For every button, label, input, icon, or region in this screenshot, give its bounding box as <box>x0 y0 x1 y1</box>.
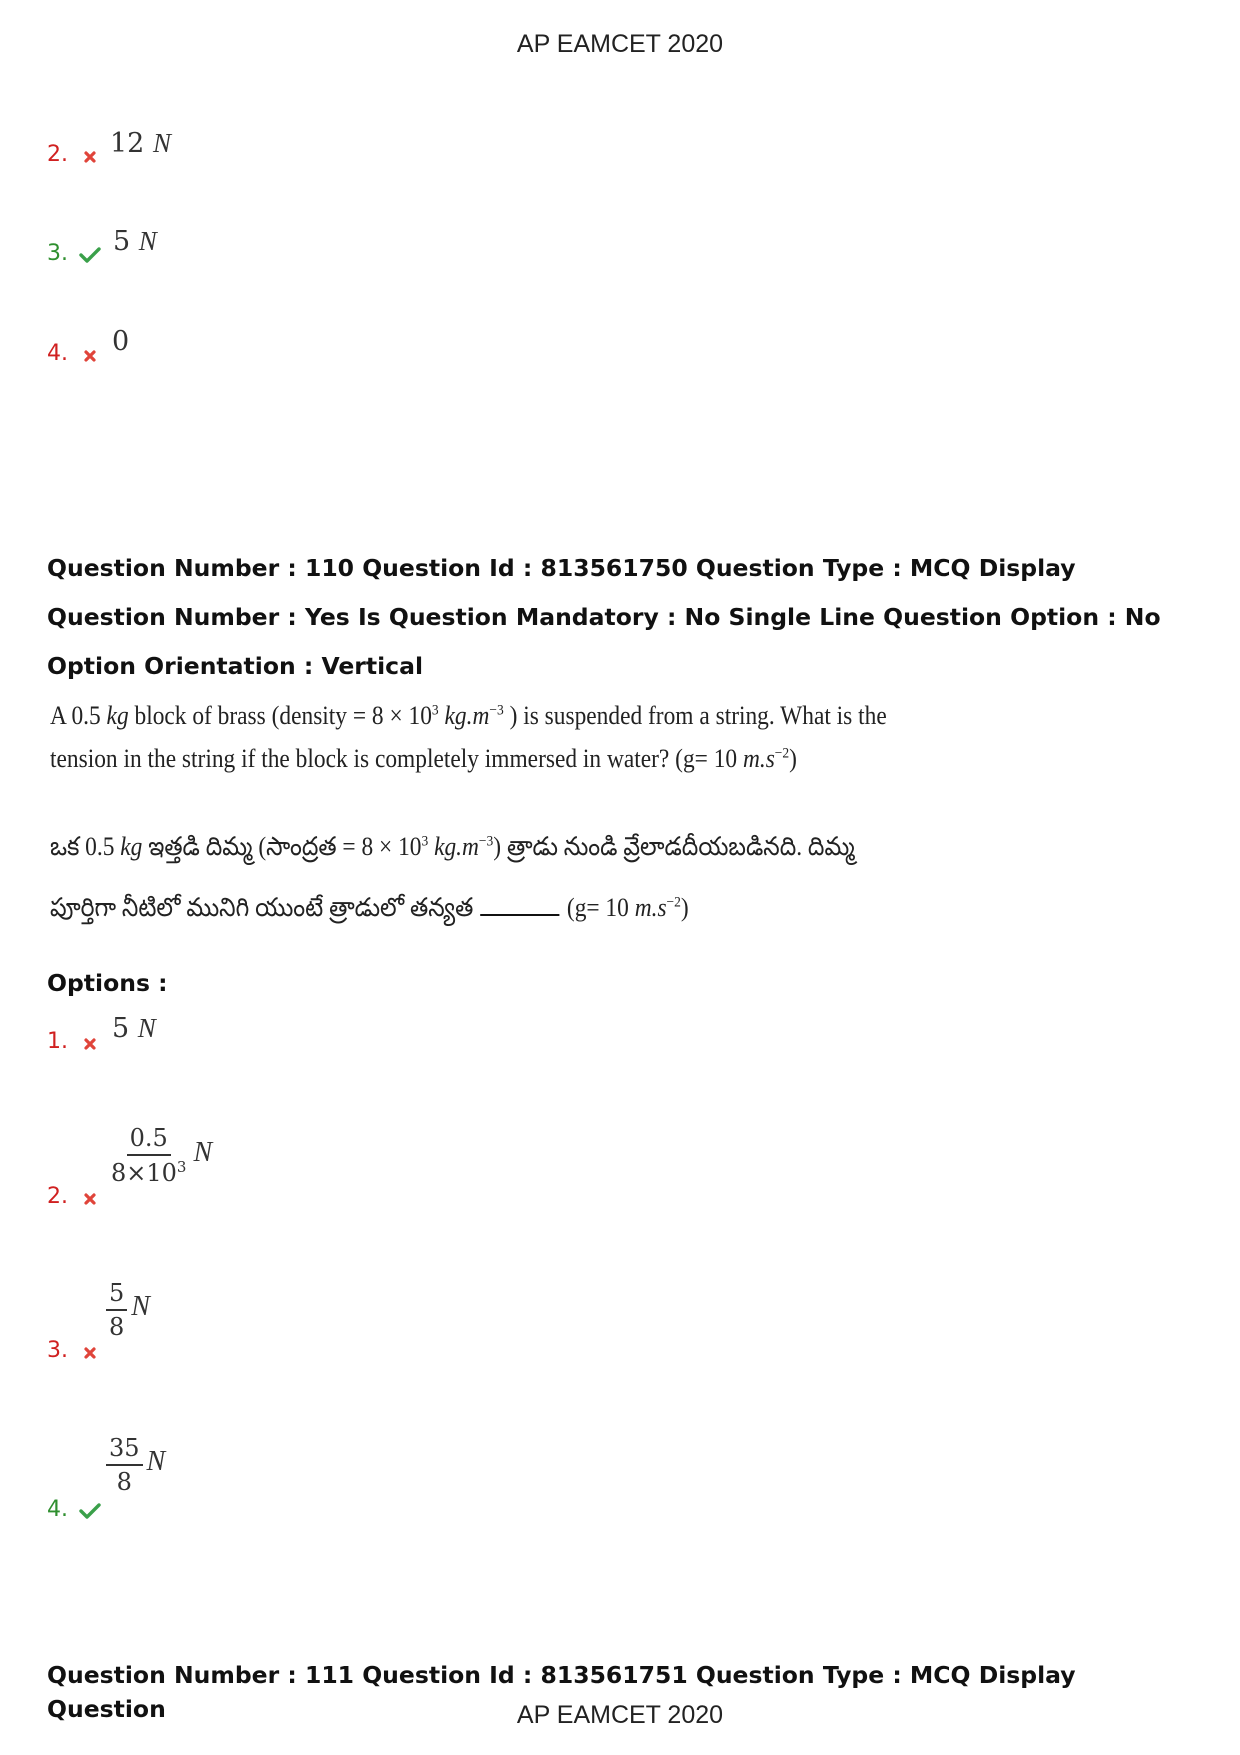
fraction-denominator: 8 <box>116 1468 132 1497</box>
option-1 <box>47 1029 103 1054</box>
cross-icon <box>77 1037 103 1051</box>
option-number: 3. <box>47 241 68 266</box>
option-number: 4. <box>47 1497 68 1522</box>
fraction-numerator: 5 <box>106 1280 127 1311</box>
option-3 <box>47 1338 103 1363</box>
cross-icon <box>77 150 103 164</box>
options-label: Options : <box>47 969 168 997</box>
option-value-fraction <box>106 1280 150 1341</box>
question-text-telugu-line2: పూర్తిగా నీటిలో మునిగి యుంటే త్రాడులో తన్యత (g= 10 $m.s^{-2}$) <box>50 893 689 922</box>
fraction-numerator: 0.5 <box>127 1125 171 1156</box>
option-2 <box>47 1184 103 1209</box>
question-text-english-line2: tension in the string if the block is completely immersed in water? (g= 10 $m.s^{-2}$) <box>50 744 797 773</box>
answer-blank <box>480 914 559 916</box>
cross-icon <box>77 349 103 363</box>
option-4 <box>47 1497 103 1522</box>
option-number: 4. <box>47 341 68 366</box>
page-footer: AP EAMCET 2020 <box>516 1701 724 1729</box>
option-value: 5 N <box>112 1013 156 1044</box>
prev-option-3 <box>47 241 103 266</box>
question-text-english-line1: A 0.5 kg block of brass (density = $8 \times 10^3$ $kg.m^{-3}$ ) is suspended from a string. What is the <box>50 701 887 730</box>
question-meta: Question Number : 110 Question Id : 813561750 Question Type : MCQ Display Question Number : Yes Is Question Mandatory : No Single Line Question Option : No Option Orientation : Vertical <box>47 554 1161 680</box>
cross-icon <box>77 1192 103 1206</box>
page-header: AP EAMCET 2020 <box>516 30 724 58</box>
option-number: 3. <box>47 1338 68 1363</box>
option-number: 2. <box>47 1184 68 1209</box>
unit: N <box>131 1291 150 1323</box>
fraction-numerator: 35 <box>106 1435 143 1466</box>
check-icon <box>77 247 103 263</box>
unit: N <box>146 1446 166 1478</box>
question-text-telugu-line1: ఒక 0.5 kg ఇత్తడి దిమ్మ (సాంద్రత = $8 \times 10^3$ $kg.m^{-3}$) త్రాడు నుండి వ్రేలాడదీయబడినది. దిమ్మ <box>50 832 855 861</box>
next-question-meta: Question Number : 111 Question Id : 813561751 Question Type : MCQ Display Question <box>47 1661 1076 1723</box>
fraction-denominator: 8 <box>109 1313 125 1342</box>
option-number: 1. <box>47 1029 68 1054</box>
option-value: 0 <box>112 326 130 357</box>
prev-option-2 <box>47 142 103 167</box>
cross-icon <box>77 1346 103 1360</box>
prev-option-4 <box>47 341 103 366</box>
option-value-fraction <box>108 1125 212 1187</box>
fraction-denominator: $8\times 10^3$ <box>111 1158 187 1188</box>
option-value-fraction <box>106 1435 165 1496</box>
unit: N <box>193 1136 213 1168</box>
option-value: 5 N <box>113 226 157 257</box>
option-number: 2. <box>47 142 68 167</box>
check-icon <box>77 1503 103 1519</box>
option-value: 12 N <box>110 128 171 159</box>
